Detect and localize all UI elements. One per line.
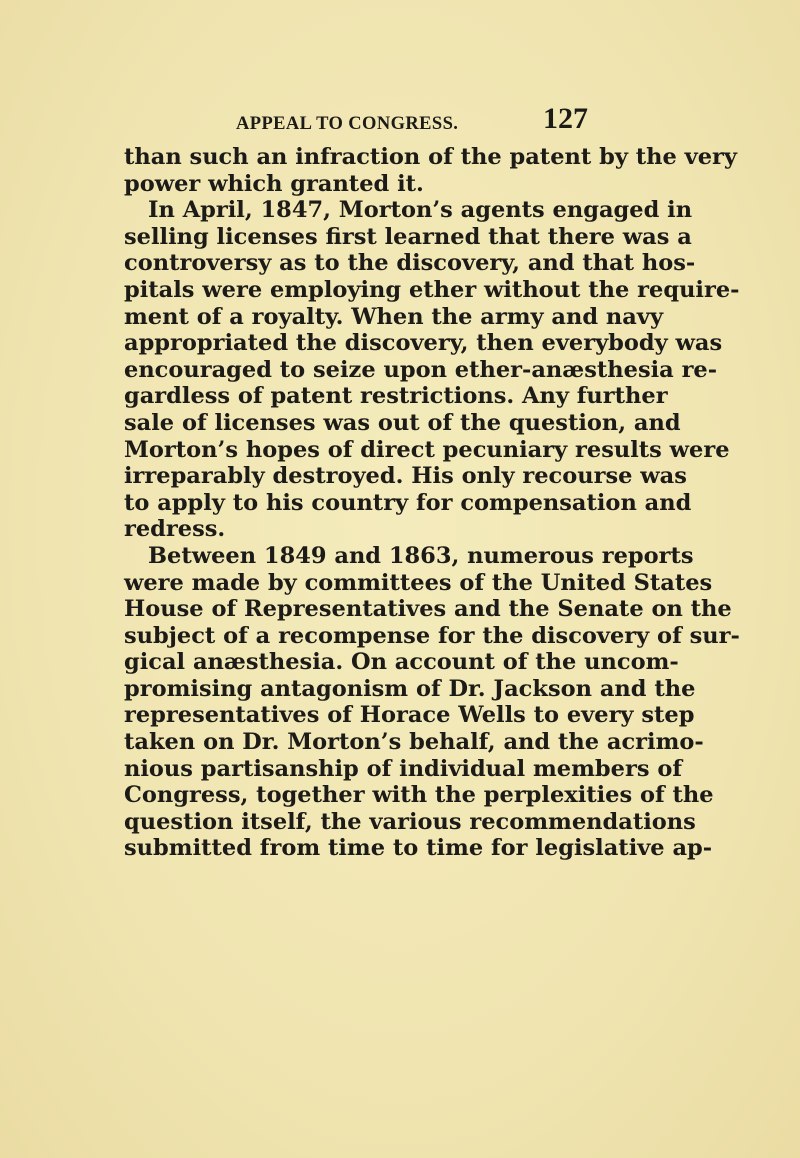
- text-line: promising antagonism of Dr. Jackson and the: [124, 675, 696, 702]
- text-line: than such an infraction of the patent by the very: [124, 144, 737, 170]
- text-line: gardless of patent restrictions. Any further: [124, 383, 668, 410]
- body-text: [124, 144, 740, 862]
- text-line: submitted from time to time for legislative ap-: [124, 835, 713, 862]
- text-line: House of Representatives and the Senate on the: [124, 596, 732, 623]
- text-line: to apply to his country for compensation and: [124, 489, 692, 516]
- text-line: Morton’s hopes of direct pecuniary results were: [124, 436, 730, 463]
- text-line: ment of a royalty. When the army and navy: [124, 303, 664, 330]
- text-line: irreparably destroyed. His only recourse was: [124, 463, 687, 490]
- text-line: subject of a recompense for the discovery of sur-: [124, 622, 740, 649]
- text-line: question itself, the various recommendations: [124, 808, 696, 835]
- text-line: were made by committees of the United States: [124, 569, 713, 596]
- text-line: representatives of Horace Wells to every step: [124, 702, 695, 729]
- text-line: selling licenses first learned that there was a: [124, 223, 692, 250]
- text-line: pitals were employing ether without the require-: [124, 276, 740, 303]
- text-line: taken on Dr. Morton’s behalf, and the acrimo-: [124, 729, 704, 756]
- text-line: encouraged to seize upon ether-anæsthesia re-: [124, 356, 718, 383]
- text-line: sale of licenses was out of the question, and: [124, 409, 681, 436]
- text-line: controversy as to the discovery, and that hos-: [124, 250, 696, 277]
- text-line: gical anæsthesia. On account of the uncom-: [124, 649, 679, 676]
- text-line: Congress, together with the perplexities of the: [124, 782, 714, 809]
- text-line: In April, 1847, Morton’s agents engaged in: [148, 197, 693, 224]
- text-line: Between 1849 and 1863, numerous reports: [148, 542, 694, 569]
- text-line: nious partisanship of individual members of: [124, 755, 683, 782]
- running-head: [236, 92, 588, 135]
- running-title: APPEAL TO CONGRESS.: [236, 114, 459, 134]
- text-line: appropriated the discovery, then everybody was: [124, 330, 723, 357]
- text-line: power which granted it.: [124, 170, 424, 197]
- page-number: 127: [543, 102, 588, 135]
- text-line: redress.: [124, 516, 226, 543]
